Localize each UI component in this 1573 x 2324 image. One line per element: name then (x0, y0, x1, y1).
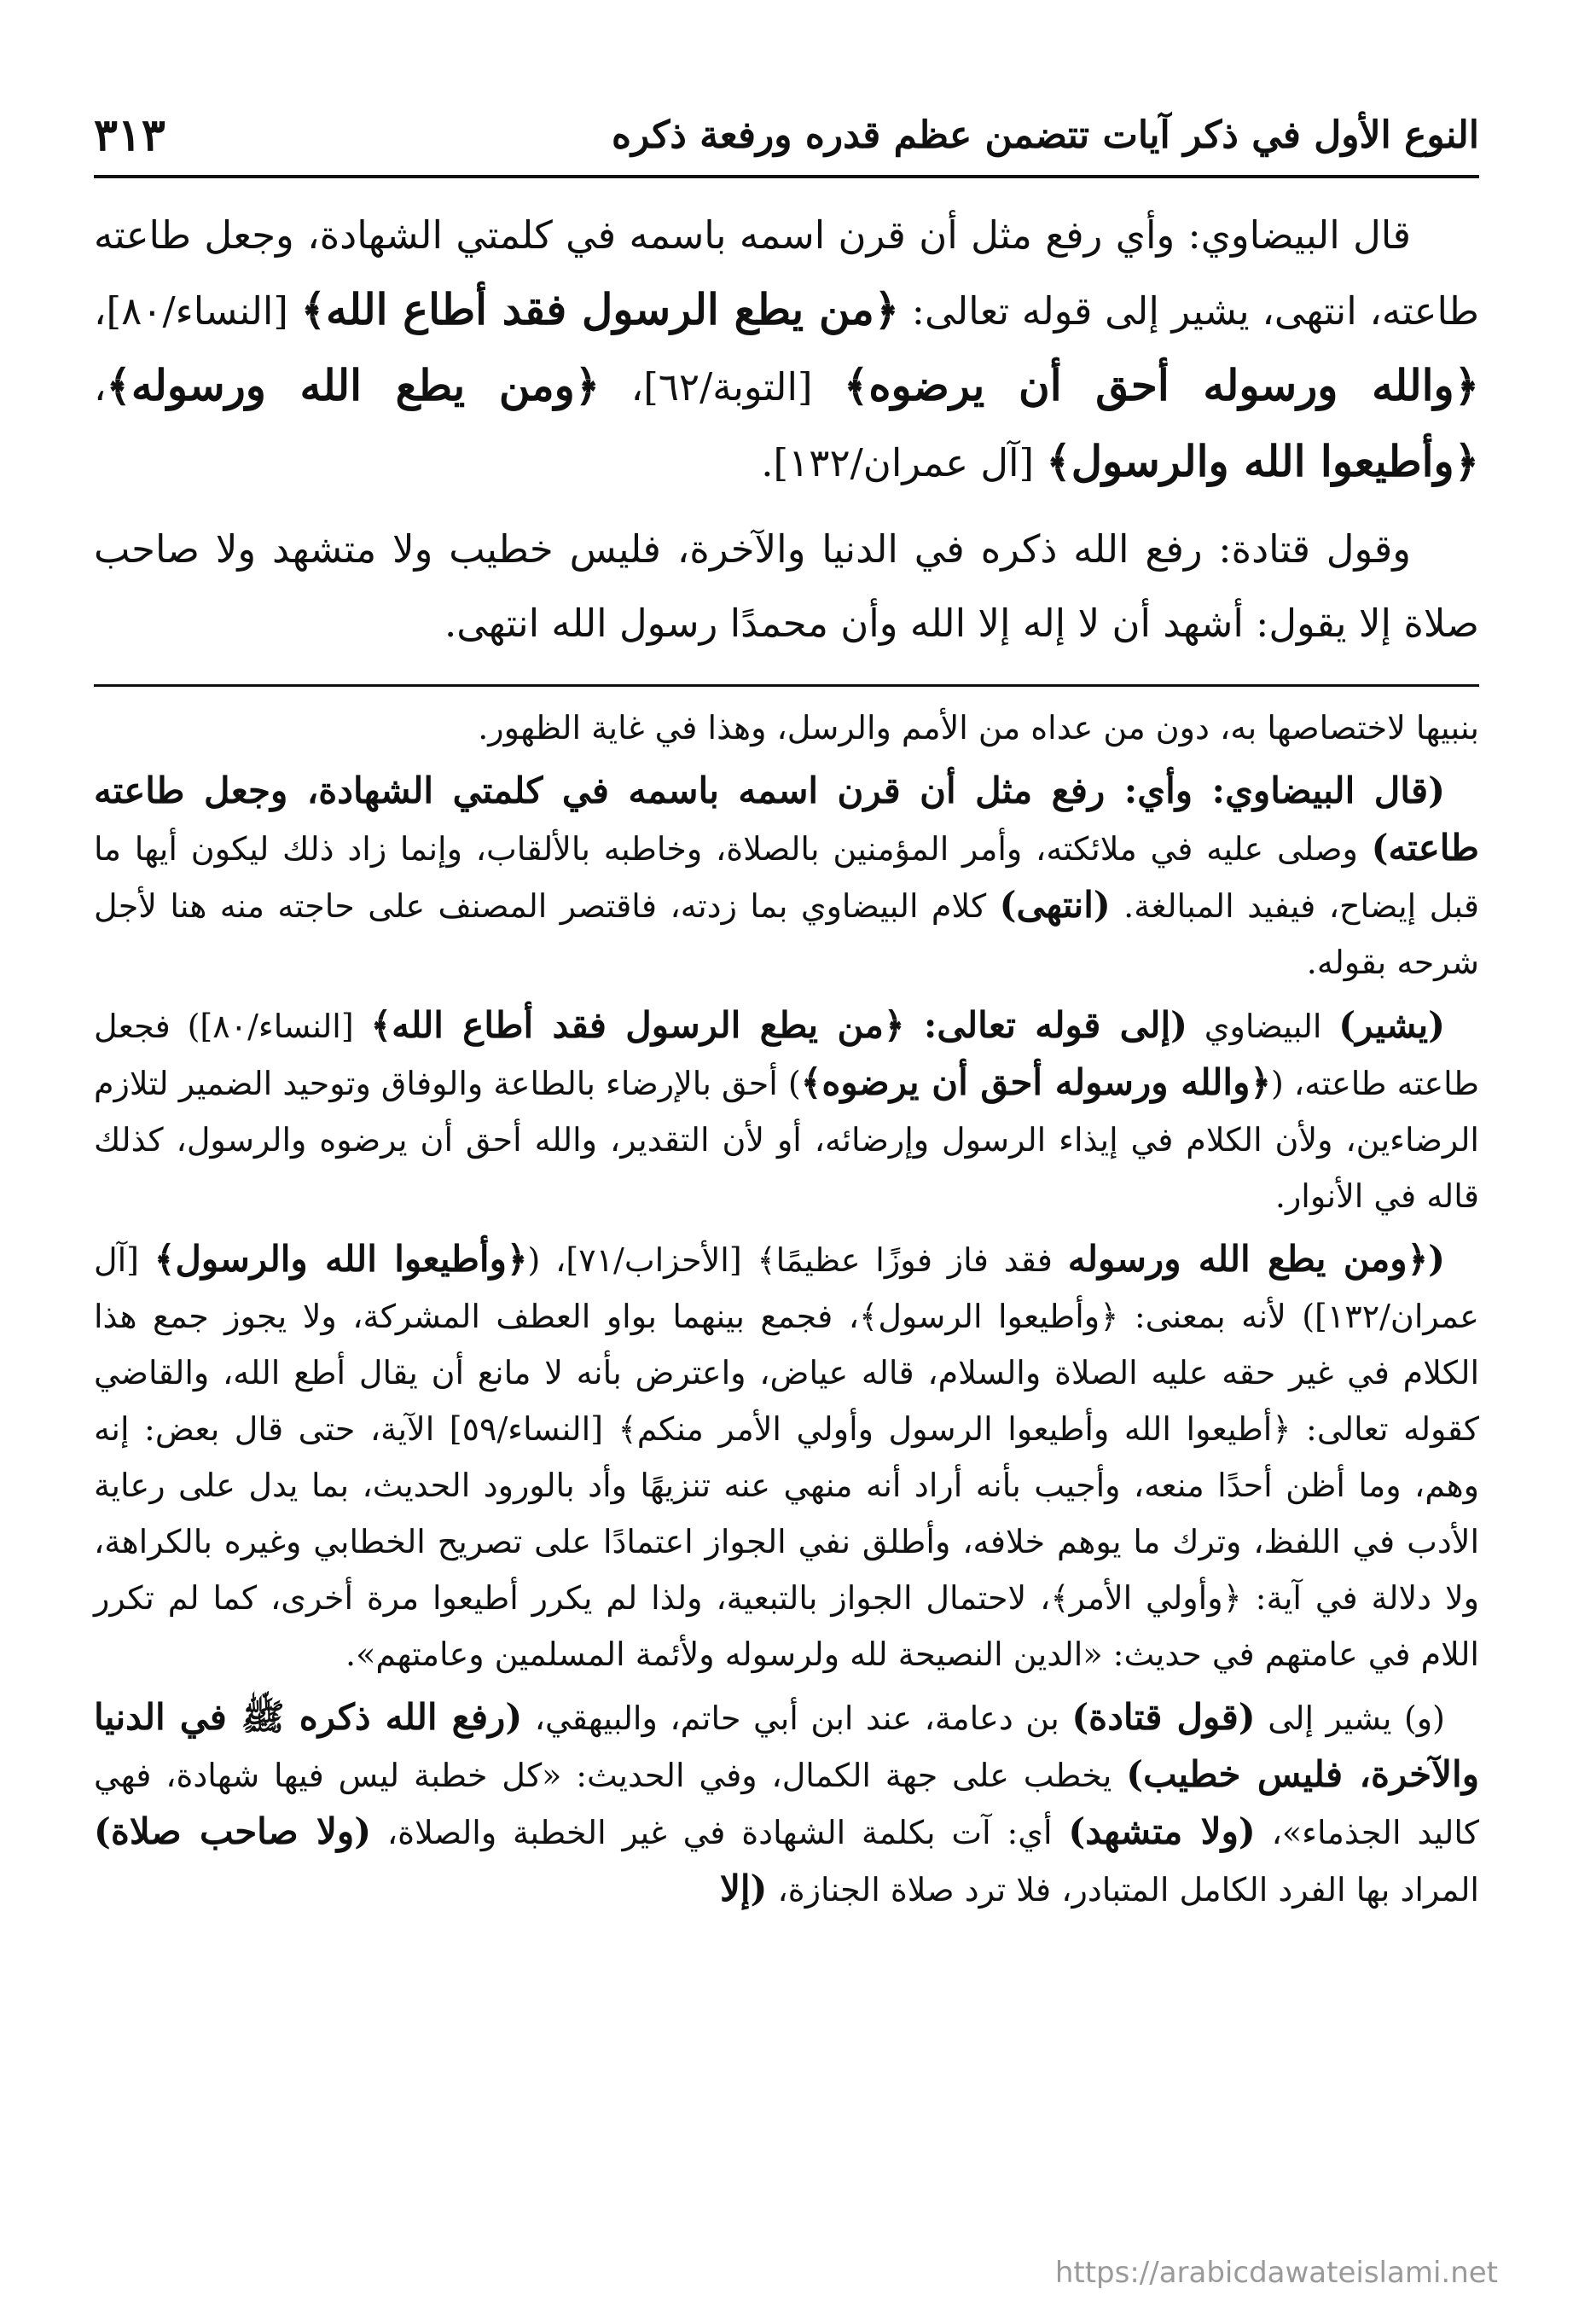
quoted-lemma: (قول قتادة) (1071, 1696, 1256, 1738)
quoted-lemma: (يشير) (1338, 1004, 1446, 1046)
quoted-lemma: (إلى قوله تعالى: ﴿من يطع الرسول فقد أطاع الله﴾ (370, 1004, 1187, 1046)
main-text-segment: ، (94, 364, 107, 410)
main-text (94, 198, 1479, 672)
commentary-separator (94, 684, 1479, 687)
commentary-paragraph-4 (94, 1231, 1479, 1682)
header-rule (94, 175, 1479, 178)
commentary-segment: [النساء/٨٠]) فجعل طاعته طاعته، ( (94, 1008, 1479, 1102)
commentary-segment: أي: آت بكلمة الشهادة في غير الخطبة والصلاة، (371, 1814, 1069, 1851)
commentary-paragraph-5 (94, 1689, 1479, 1918)
commentary-paragraph-3 (94, 997, 1479, 1224)
commentary-segment: (و) يشير إلى (1255, 1699, 1445, 1737)
commentary-segment: المراد بها الفرد الكامل المتبادر، فلا ترد صلاة الجنازة، (767, 1871, 1479, 1909)
commentary-text (94, 700, 1479, 1925)
quran-verse: ﴿وأطيعوا الله والرسول﴾ (1046, 436, 1479, 486)
main-paragraph-1 (94, 198, 1479, 500)
running-title: النوع الأول في ذكر آيات تتضمن عظم قدره ورفعة ذكره (611, 113, 1479, 157)
verse-reference: [التوبة/٦٢]، (600, 364, 845, 410)
commentary-segment: فقد فاز فوزًا عظيمًا﴾ [الأحزاب/٧١]، ( (527, 1241, 1068, 1279)
quran-verse: ﴿من يطع الرسول فقد أطاع الله﴾ (300, 284, 900, 334)
commentary-paragraph-2 (94, 763, 1479, 991)
commentary-segment: بن دعامة، عند ابن أبي حاتم، والبيهقي، (522, 1699, 1072, 1737)
page-header (94, 101, 1479, 169)
commentary-segment: كلام البيضاوي بما زدته، فاقتصر المصنف على حاجته منه هنا لأجل شرحه بقوله. (94, 887, 1479, 981)
page-number: ٣١٣ (94, 108, 165, 161)
quoted-lemma: (ولا صاحب صلاة) (94, 1810, 372, 1852)
main-paragraph-2: وقول قتادة: رفع الله ذكره في الدنيا والآخرة، فليس خطيب ولا متشهد ولا صاحب صلاة إلا يقول: أشهد أن لا إله إلا الله وأن محمدًا رسول الله انتهى. (94, 526, 1479, 646)
quran-verse: ﴿ومن يطع الله ورسوله﴾ (106, 360, 601, 410)
quoted-lemma: (ولا متشهد) (1068, 1810, 1256, 1852)
main-text-segment: قال البيضاوي: وأي رفع مثل أن قرن اسمه باسمه في كلمتي الشهادة، وجعل طاعته طاعته، انتهى، يشير إلى قوله تعالى: (94, 212, 1479, 334)
commentary-segment: [آل عمران/١٣٢]) لأنه بمعنى: ﴿وأطيعوا الرسول﴾، فجمع بينهما بواو العطف المشركة، ولا يجوز جمع هذا الكلام في غير حقه عليه الصلاة والسلام، قاله عياض، واعترض بأنه لا مانع أن يقال أطع الله، والقاضي كقوله تعالى: ﴿أطيعوا الله وأطيعوا الرسول وأولي الأمر منكم﴾ [النساء/٥٩] الآية، حتى قال بعض: إنه وهم، وما أظن أحدًا منعه، وأجيب بأنه أراد أنه منهي عنه تنزيهًا وأد بالورود الحديث، بما يدل على رعاية الأدب في اللفظ، وترك ما يوهم خلافه، وأطلق نفي الجواز اعتمادًا على تصريح الخطابي وغيره بالكراهة، ولا دلالة في آية: ﴿وأولي الأمر﴾، لاحتمال الجواز بالتبعية، ولذا لم يكرر أطيعوا مرة أخرى، كما لم تكرر اللام في عامتهم في حديث: «الدين النصيحة لله ولرسوله ولأئمة المسلمين وعامتهم». (94, 1241, 1479, 1673)
quoted-lemma: (انتهى) (999, 884, 1111, 926)
quoted-lemma: (رفع الله ذكره ﷺ في الدنيا والآخرة، فليس خطيب) (94, 1696, 1480, 1795)
commentary-segment: يخطب على جهة الكمال، وفي الحديث: «كل خطبة ليس فيها شهادة، فهي كاليد الجذماء»، (94, 1757, 1479, 1851)
website-watermark: https://arabicdawateislami.net (1054, 2256, 1498, 2290)
verse-reference: [النساء/٨٠]، (94, 288, 301, 334)
commentary-segment: ) أحق بالإرضاء بالطاعة والوفاق وتوحيد الضمير لتلازم الرضاءين، ولأن الكلام في إيذاء الرسول وإرضائه، أو لأن التقدير، والله أحق أن يرضوه والرسول، كذلك قاله في الأنوار. (94, 1065, 1479, 1215)
quoted-lemma: (إلا (719, 1868, 768, 1909)
quran-verse: ﴿والله ورسوله أحق أن يرضوه﴾ (844, 360, 1479, 410)
commentary-segment: وصلى عليه في ملائكته، وأمر المؤمنين بالصلاة، وخاطبه بالألقاب، وإنما زاد ذلك ليكون أيها ما قبل إيضاح، فيفيد المبالغة. (94, 830, 1480, 925)
verse-reference: [آل عمران/١٣٢]. (761, 440, 1047, 485)
quoted-lemma: (﴿ومن يطع الله ورسوله (1067, 1238, 1446, 1280)
quoted-lemma: (قال البيضاوي: وأي: رفع مثل أن قرن اسمه باسمه في كلمتي الشهادة، وجعل طاعته طاعته) (94, 770, 1479, 869)
commentary-segment: البيضاوي (1187, 1008, 1339, 1045)
quoted-lemma: ﴿والله ورسوله أحق أن يرضوه﴾ (800, 1061, 1271, 1103)
quoted-lemma: ﴿وأطيعوا الله والرسول﴾ (154, 1238, 528, 1280)
commentary-paragraph-1: بنبيها لاختصاصها به، دون من عداه من الأمم والرسل، وهذا في غاية الظهور. (478, 709, 1479, 747)
